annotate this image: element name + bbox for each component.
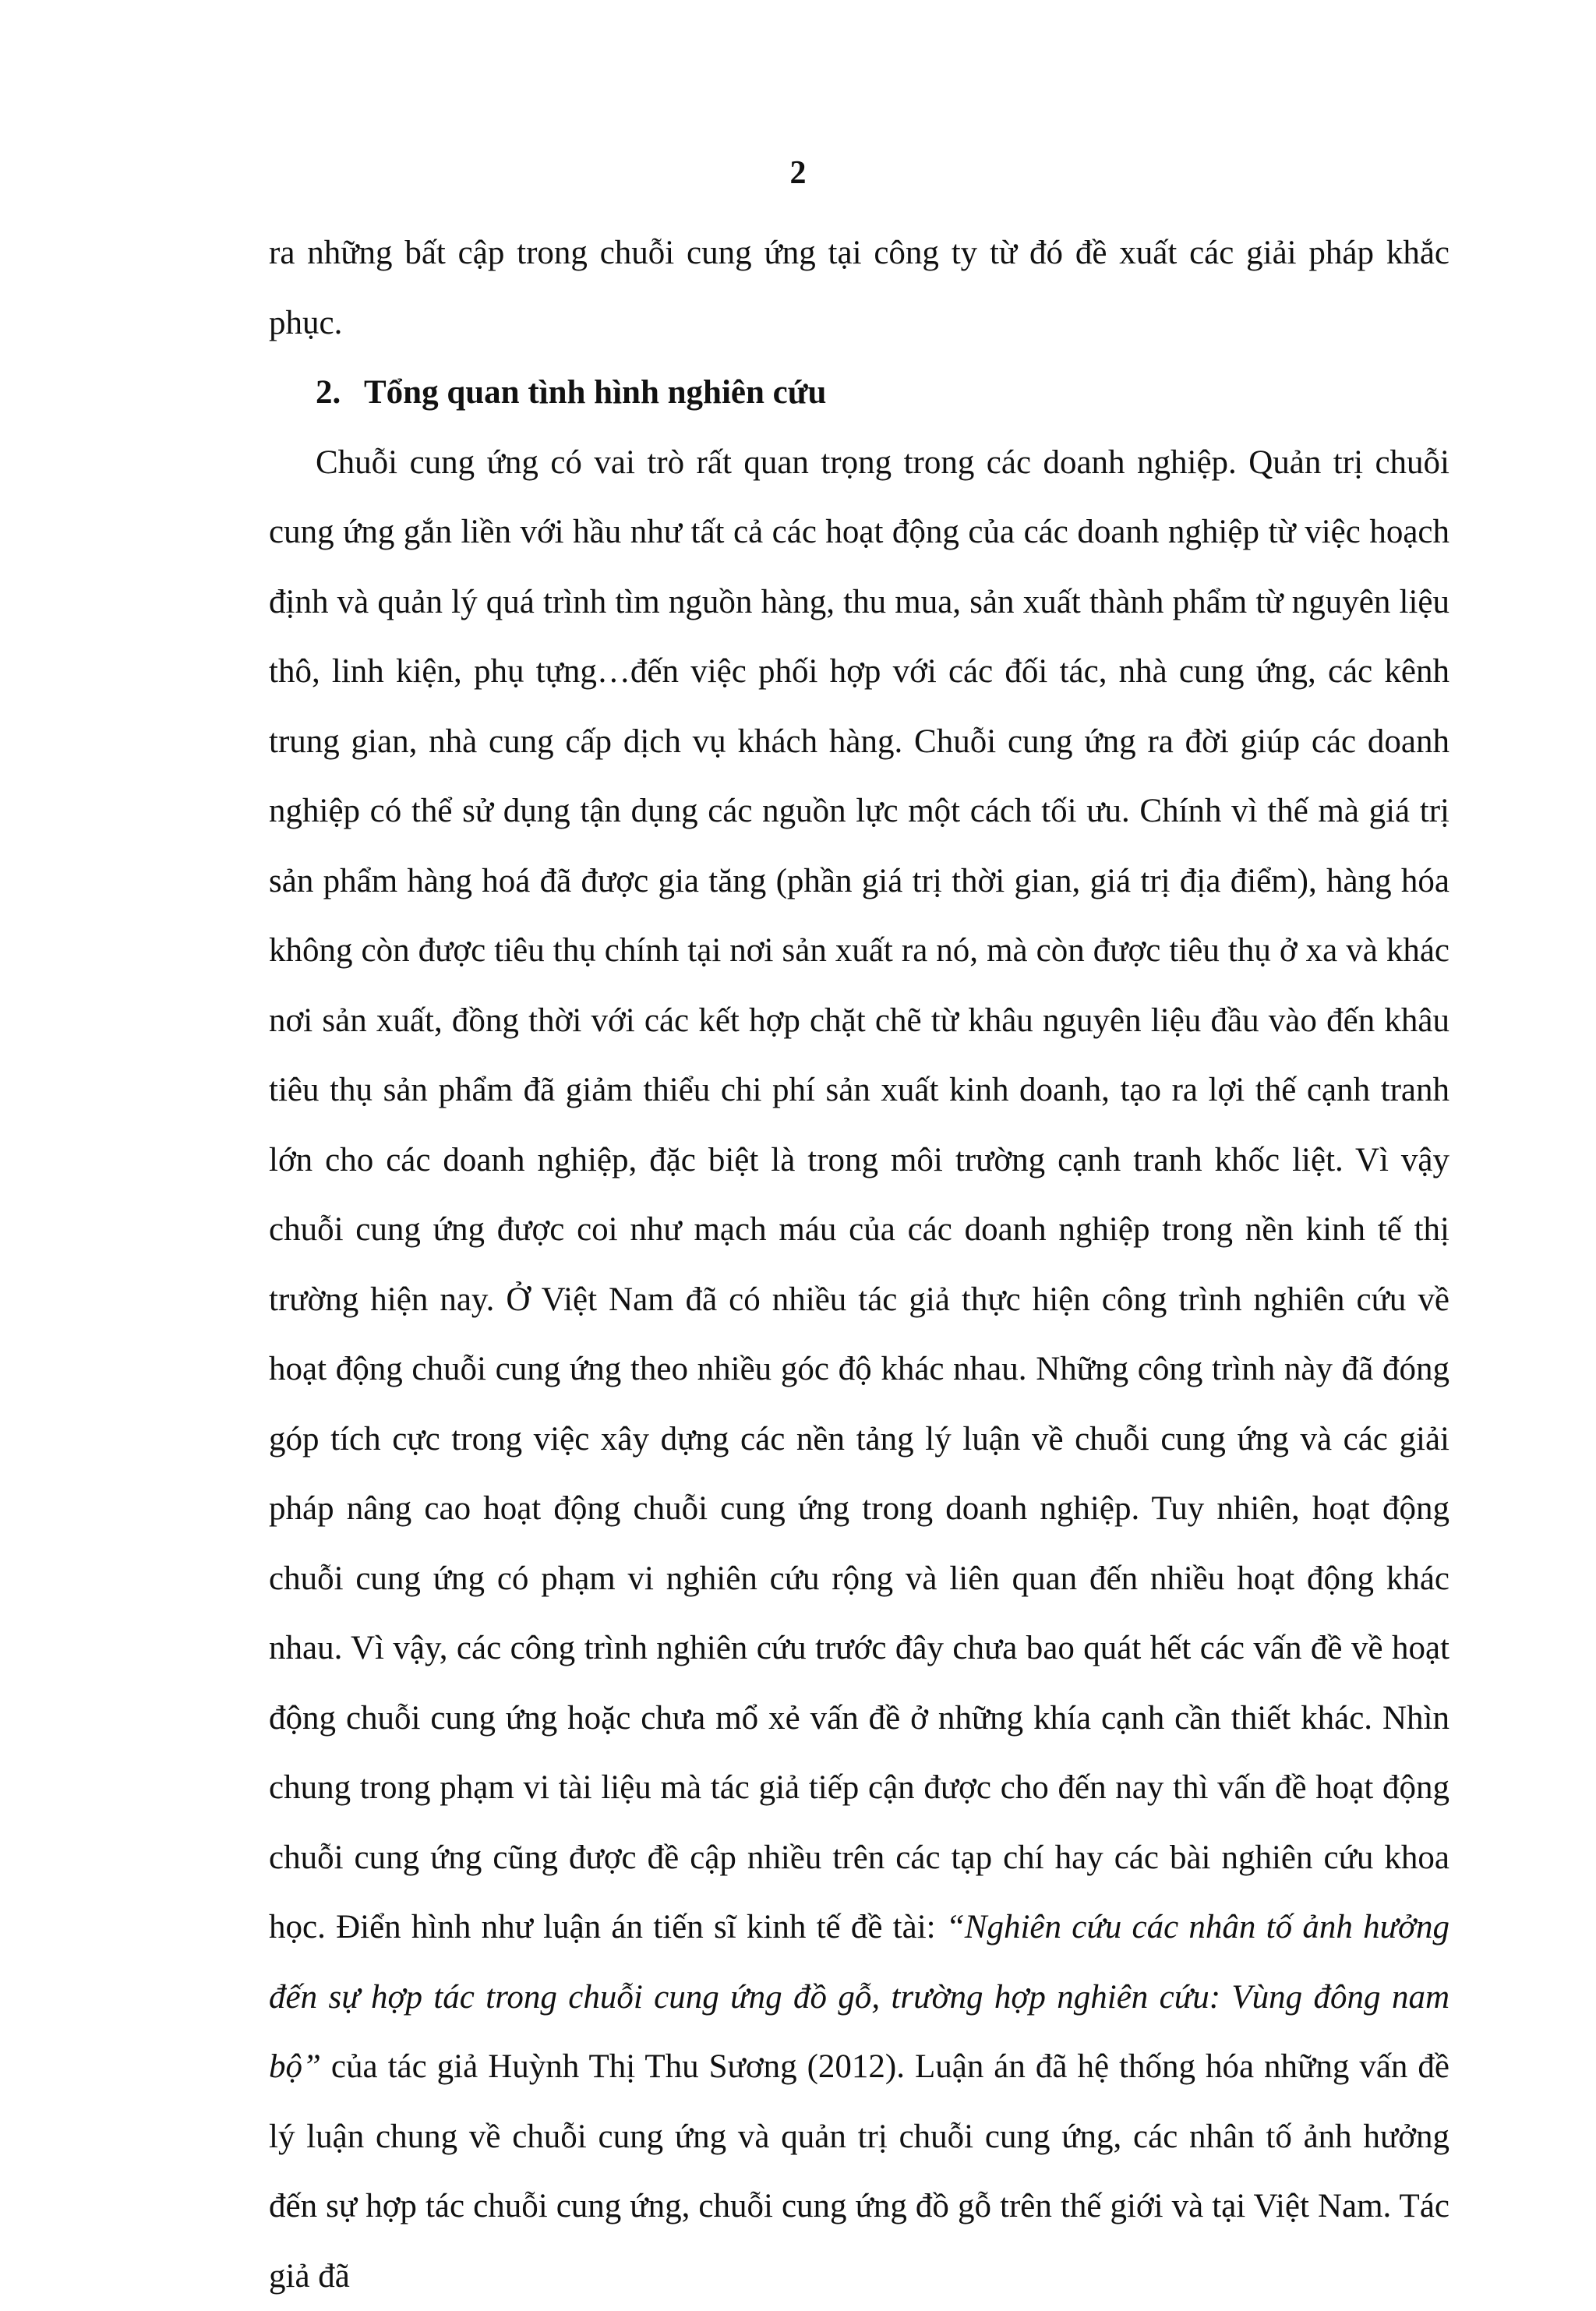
paragraph-text-continued: của tác giả Huỳnh Thị Thu Sương (2012). Luận án đã hệ thống hóa những vấn đề lý luận chung về chuỗi cung ứng và quản trị chuỗi cung ứng, các nhân tố ảnh hưởng đến sự hợp tác chuỗi cung ứng, chuỗi cung ứng đồ gỗ trên thế giới và tại Việt Nam. Tác giả đã xyxy=(269,2048,1449,2295)
section-title: Tổng quan tình hình nghiên cứu xyxy=(364,374,826,411)
section-heading xyxy=(269,358,1449,428)
page-number: 2 xyxy=(0,150,1596,196)
paragraph-text: Chuỗi cung ứng có vai trò rất quan trọng trong các doanh nghiệp. Quản trị chuỗi cung ứng gắn liền với hầu như tất cả các hoạt động của các doanh nghiệp từ việc hoạch định và quản lý quá trình tìm nguồn hàng, thu mua, sản xuất thành phẩm từ nguyên liệu thô, linh kiện, phụ tựng…đến việc phối hợp với các đối tác, nhà cung ứng, các kênh trung gian, nhà cung cấp dịch vụ khách hàng. Chuỗi cung ứng ra đời giúp các doanh nghiệp có thể sử dụng tận dụng các nguồn lực một cách tối ưu. Chính vì thế mà giá trị sản phẩm hàng hoá đã được gia tăng (phần giá trị thời gian, giá trị địa điểm), hàng hóa không còn được tiêu thụ chính tại nơi sản xuất ra nó, mà còn được tiêu thụ ở xa và khác nơi sản xuất, đồng thời với các kết hợp chặt chẽ từ khâu nguyên liệu đầu vào đến khâu tiêu thụ sản phẩm đã giảm thiểu chi phí sản xuất kinh doanh, tạo ra lợi thế cạnh tranh lớn cho các doanh nghiệp, đặc biệt là trong môi trường cạnh tranh khốc liệt. Vì vậy chuỗi cung ứng được coi như mạch máu của các doanh nghiệp trong nền kinh tế thị trường hiện nay. Ở Việt Nam đã có nhiều tác giả thực hiện công trình nghiên cứu về hoạt động chuỗi cung ứng theo nhiều góc độ khác nhau. Những công trình này đã đóng góp tích cực trong việc xây dựng các nền tảng lý luận về chuỗi cung ứng và các giải pháp nâng cao hoạt động chuỗi cung ứng trong doanh nghiệp. Tuy nhiên, hoạt động chuỗi cung ứng có phạm vi nghiên cứu rộng và liên quan đến nhiều hoạt động khác nhau. Vì vậy, các công trình nghiên cứu trước đây chưa bao quát hết các vấn đề về hoạt động chuỗi cung ứng hoặc chưa mổ xẻ vấn đề ở những khía cạnh cần thiết khác. Nhìn chung trong phạm vi tài liệu mà tác giả tiếp cận được cho đến nay thì vấn đề hoạt động chuỗi cung ứng cũng được đề cập nhiều trên các tạp chí hay các bài nghiên cứu khoa học. Điển hình như luận án tiến sĩ kinh tế đề tài: xyxy=(269,444,1449,1946)
paragraph-continued: ra những bất cập trong chuỗi cung ứng tại công ty từ đó đề xuất các giải pháp khắc phục. xyxy=(269,218,1449,358)
cited-thesis-title: “Nghiên cứu các nhân tố ảnh hưởng đến sự hợp tác trong chuỗi cung ứng đồ gỗ, trường hợp nghiên cứu: Vùng đông nam bộ” xyxy=(269,1909,1449,2085)
paragraph-literature-review xyxy=(269,428,1449,2311)
document-body xyxy=(269,218,1449,2311)
section-number: 2. xyxy=(316,358,364,428)
